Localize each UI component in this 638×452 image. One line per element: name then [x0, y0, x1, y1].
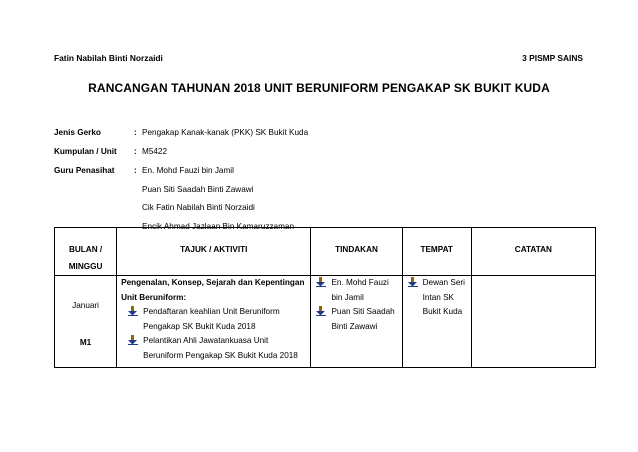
- info-guru-value-4: Encik Ahmad Jazlaan Bin Kamaruzzaman: [142, 222, 294, 231]
- tindakan-2: Puan Siti Saadah Binti Zawawi: [331, 307, 395, 331]
- list-item: [407, 276, 469, 320]
- tempat-1: Dewan Seri Intan SK Bukit Kuda: [422, 278, 465, 316]
- th-catatan: CATATAN: [471, 228, 595, 276]
- table-row: [55, 276, 596, 368]
- down-arrow-bullet-icon: [315, 306, 327, 316]
- list-item: [121, 334, 306, 363]
- cell-bulan-minggu: [55, 276, 117, 368]
- cell-tindakan: [311, 276, 402, 368]
- down-arrow-bullet-icon: [127, 306, 139, 316]
- info-kumpulan-value: M5422: [142, 147, 168, 156]
- list-item: [315, 305, 399, 334]
- down-arrow-bullet-icon: [127, 335, 139, 345]
- bulan-label: Januari: [72, 301, 99, 310]
- th-tajuk-aktiviti: TAJUK / AKTIVITI: [117, 228, 311, 276]
- header-class: 3 PISMP SAINS: [522, 53, 583, 63]
- tindakan-1: En. Mohd Fauzi bin Jamil: [331, 278, 389, 302]
- down-arrow-bullet-icon: [407, 277, 419, 287]
- info-colon: :: [134, 147, 137, 156]
- annual-plan-table: [54, 227, 596, 368]
- cell-catatan: [471, 276, 595, 368]
- th-tindakan: TINDAKAN: [311, 228, 402, 276]
- info-jenis-value: Pengakap Kanak-kanak (PKK) SK Bukit Kuda: [142, 128, 309, 137]
- down-arrow-bullet-icon: [315, 277, 327, 287]
- tajuk-heading: Pengenalan, Konsep, Sejarah dan Kepentingan Unit Beruniform:: [121, 278, 305, 302]
- info-guru-value-2: Puan Siti Saadah Binti Zawawi: [142, 185, 254, 194]
- minggu-label: M1: [79, 338, 92, 347]
- header-author: Fatin Nabilah Binti Norzaidi: [54, 53, 163, 63]
- info-colon: :: [134, 166, 137, 175]
- list-item: [121, 305, 306, 334]
- cell-tempat: [402, 276, 471, 368]
- table-header-row: [55, 228, 596, 276]
- th-tempat: TEMPAT: [402, 228, 471, 276]
- info-colon: :: [134, 128, 137, 137]
- cell-tajuk-aktiviti: [117, 276, 311, 368]
- aktiviti-1: Pendaftaran keahlian Unit Beruniform Pengakap SK Bukit Kuda 2018: [143, 307, 280, 331]
- info-jenis-label: Jenis Gerko: [54, 128, 101, 137]
- aktiviti-2: Pelantikan Ahli Jawatankuasa Unit Beruniform Pengakap SK Bukit Kuda 2018: [143, 336, 298, 360]
- list-item: [315, 276, 399, 305]
- info-guru-label: Guru Penasihat: [54, 166, 115, 175]
- info-guru-value-1: En. Mohd Fauzi bin Jamil: [142, 166, 234, 175]
- info-kumpulan-label: Kumpulan / Unit: [54, 147, 117, 156]
- info-guru-value-3: Cik Fatin Nabilah Binti Norzaidi: [142, 203, 255, 212]
- document-title: RANCANGAN TAHUNAN 2018 UNIT BERUNIFORM PENGAKAP SK BUKIT KUDA: [88, 81, 550, 95]
- th-bulan-minggu: BULAN / MINGGU: [55, 228, 117, 276]
